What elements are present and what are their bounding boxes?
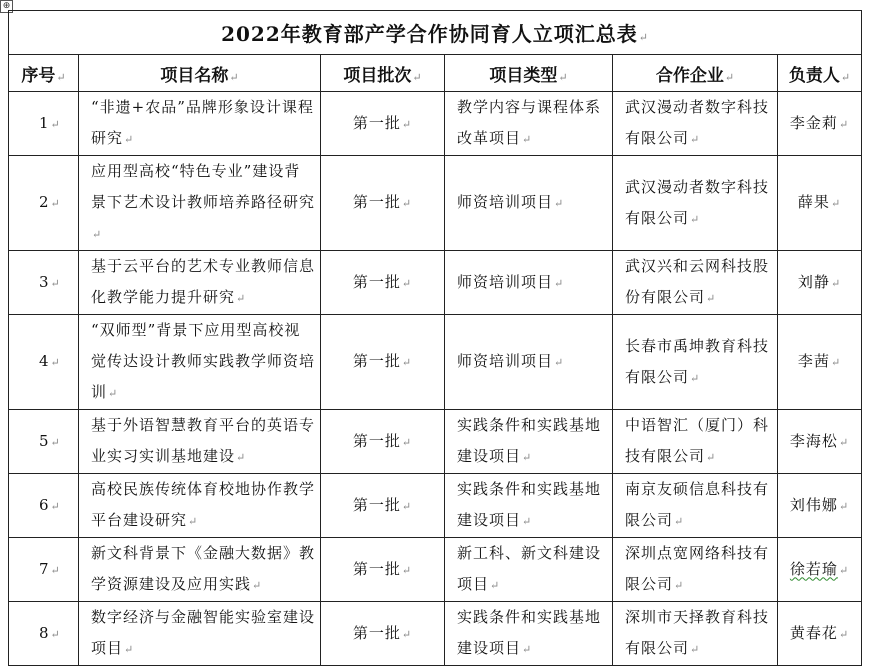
cell-batch-text: 第一批 <box>352 272 401 291</box>
cell-project-name-text: 新文科背景下《金融大数据》教学资源建设及应用实践 <box>91 544 316 593</box>
cell-company <box>613 92 778 156</box>
table-row <box>9 474 862 538</box>
cell-project-name <box>79 538 321 602</box>
paragraph-mark-icon: ↵ <box>830 197 842 210</box>
paragraph-mark-icon: ↵ <box>50 197 61 210</box>
paragraph-mark-icon: ↵ <box>50 356 61 369</box>
cell-company-text: 长春市禹坤教育科技有限公司 <box>625 336 770 386</box>
cell-lead-text: 刘伟娜 <box>789 495 838 514</box>
cell-lead-text: 李茜 <box>797 352 830 370</box>
cell-company-text: 中语智汇（厦门）科技有限公司 <box>625 416 770 465</box>
cell-project-name <box>79 156 321 251</box>
cell-lead <box>778 92 862 156</box>
cell-company <box>613 602 778 666</box>
cell-project-name <box>79 474 321 538</box>
cell-project-name-text: 数字经济与金融智能实验室建设项目 <box>91 608 316 657</box>
cell-batch <box>321 602 445 666</box>
cell-no-text: 6 <box>39 495 50 514</box>
cell-no-text: 4 <box>39 352 50 370</box>
cell-project-name-text: “非遗+农品”品牌形象设计课程研究 <box>91 98 314 147</box>
paragraph-mark-icon: ↵ <box>830 276 842 290</box>
header-name <box>79 55 321 92</box>
cell-company <box>613 251 778 315</box>
cell-lead-text: 薛果 <box>797 193 830 211</box>
cell-company-text: 武汉漫动者数字科技有限公司 <box>625 98 770 147</box>
paragraph-mark-icon: ↵ <box>690 212 701 226</box>
paragraph-mark-icon: ↵ <box>50 117 61 131</box>
header-label: 序号 <box>21 65 56 86</box>
cell-project-name-text: 基于云平台的艺术专业教师信息化教学能力提升研究 <box>91 257 316 306</box>
paragraph-mark-icon: ↵ <box>401 117 413 131</box>
cell-no-text: 7 <box>39 559 50 578</box>
paragraph-mark-icon: ↵ <box>638 31 649 44</box>
table-row <box>9 251 862 315</box>
paragraph-mark-icon: ↵ <box>412 70 422 84</box>
cell-project-name-text: 应用型高校“特色专业”建设背景下艺术设计教师培养路径研究 <box>91 162 316 211</box>
paragraph-mark-icon: ↵ <box>522 133 533 146</box>
cell-project-type <box>445 315 613 410</box>
paragraph-mark-icon: ↵ <box>236 451 247 464</box>
cell-project-name <box>79 251 321 315</box>
cell-no-text: 8 <box>39 623 50 642</box>
paragraph-mark-icon: ↵ <box>50 499 61 513</box>
cell-project-type <box>445 156 613 251</box>
cell-project-type <box>445 92 613 156</box>
cell-no <box>9 538 79 602</box>
paragraph-mark-icon: ↵ <box>522 451 533 464</box>
cell-lead <box>778 474 862 538</box>
cell-project-name <box>79 92 321 156</box>
paragraph-mark-icon: ↵ <box>838 627 850 641</box>
paragraph-mark-icon: ↵ <box>838 117 850 131</box>
paragraph-mark-icon: ↵ <box>108 387 119 400</box>
table-row <box>9 315 862 410</box>
paragraph-mark-icon: ↵ <box>56 70 66 84</box>
cell-batch-text: 第一批 <box>352 113 401 132</box>
cell-lead <box>778 251 862 315</box>
cell-project-type-text: 师资培训项目 <box>457 193 554 211</box>
paragraph-mark-icon: ↵ <box>124 133 135 146</box>
header-row <box>9 55 862 92</box>
table-title: 2022年教育部产学合作协同育人立项汇总表 <box>221 22 638 46</box>
cell-no <box>9 251 79 315</box>
cell-batch-text: 第一批 <box>352 193 401 211</box>
cell-company-text: 深圳市天择教育科技有限公司 <box>625 608 770 657</box>
cell-batch-text: 第一批 <box>352 559 401 578</box>
cell-project-type-text: 师资培训项目 <box>457 272 554 291</box>
cell-project-type <box>445 602 613 666</box>
header-label: 合作企业 <box>655 65 724 86</box>
cell-no <box>9 474 79 538</box>
cell-project-type <box>445 410 613 474</box>
paragraph-mark-icon: ↵ <box>229 70 239 84</box>
header-label: 项目类型 <box>489 65 558 86</box>
table-title-cell <box>9 11 862 55</box>
table-row <box>9 92 862 156</box>
paragraph-mark-icon: ↵ <box>401 627 413 641</box>
cell-project-name-text: 基于外语智慧教育平台的英语专业实习实训基地建设 <box>91 416 316 465</box>
cell-no <box>9 315 79 410</box>
cell-no-text: 2 <box>39 193 50 211</box>
header-lead <box>778 55 862 92</box>
cell-lead-text: 黄春花 <box>789 623 838 642</box>
paragraph-mark-icon: ↵ <box>674 579 685 592</box>
cell-company-text: 深圳点宽网络科技有限公司 <box>625 544 770 593</box>
paragraph-mark-icon: ↵ <box>554 276 565 290</box>
cell-batch-text: 第一批 <box>352 623 401 642</box>
paragraph-mark-icon: ↵ <box>838 563 850 577</box>
paragraph-mark-icon: ↵ <box>690 133 701 146</box>
paragraph-mark-icon: ↵ <box>401 435 413 449</box>
cell-company <box>613 315 778 410</box>
paragraph-mark-icon: ↵ <box>674 515 685 528</box>
cell-lead-text: 徐若瑜 <box>789 559 838 578</box>
header-company <box>613 55 778 92</box>
cell-project-name <box>79 315 321 410</box>
paragraph-mark-icon: ↵ <box>401 563 413 577</box>
cell-project-type-text: 师资培训项目 <box>457 352 554 370</box>
cell-no <box>9 602 79 666</box>
paragraph-mark-icon: ↵ <box>838 435 850 449</box>
paragraph-mark-icon: ↵ <box>522 643 533 656</box>
table-row <box>9 410 862 474</box>
cell-lead <box>778 602 862 666</box>
cell-no <box>9 156 79 251</box>
paragraph-mark-icon: ↵ <box>522 515 533 528</box>
paragraph-mark-icon: ↵ <box>236 292 247 305</box>
cell-company-text: 武汉兴和云网科技股份有限公司 <box>625 257 770 306</box>
paragraph-mark-icon: ↵ <box>706 451 717 464</box>
paragraph-mark-icon: ↵ <box>124 643 135 656</box>
cell-company <box>613 156 778 251</box>
cell-project-type-text: 实践条件和实践基地建设项目 <box>457 416 602 465</box>
cell-lead-text: 李金莉 <box>789 113 838 132</box>
header-batch <box>321 55 445 92</box>
paragraph-mark-icon: ↵ <box>706 292 717 305</box>
cell-no-text: 1 <box>39 113 50 132</box>
cell-batch-text: 第一批 <box>352 495 401 514</box>
cell-project-name-text: “双师型”背景下应用型高校视觉传达设计教师实践教学师资培训 <box>91 321 316 401</box>
paragraph-mark-icon: ↵ <box>840 70 851 84</box>
cell-company-text: 武汉漫动者数字科技有限公司 <box>625 177 770 227</box>
cell-project-name-text: 高校民族传统体育校地协作教学平台建设研究 <box>91 480 316 529</box>
cell-company-text: 南京友硕信息科技有限公司 <box>625 480 770 529</box>
cell-batch <box>321 410 445 474</box>
paragraph-mark-icon: ↵ <box>50 627 61 641</box>
cell-batch <box>321 156 445 251</box>
header-no <box>9 55 79 92</box>
header-label: 负责人 <box>788 65 840 86</box>
summary-table <box>8 10 862 666</box>
cell-no-text: 3 <box>39 272 50 291</box>
table-row <box>9 156 862 251</box>
cell-lead <box>778 156 862 251</box>
cell-project-type <box>445 474 613 538</box>
header-label: 项目名称 <box>160 65 229 86</box>
cell-lead <box>778 315 862 410</box>
paragraph-mark-icon: ↵ <box>50 435 61 449</box>
cell-lead <box>778 538 862 602</box>
cell-no <box>9 92 79 156</box>
cell-company <box>613 474 778 538</box>
cell-project-type <box>445 251 613 315</box>
paragraph-mark-icon: ↵ <box>838 499 850 513</box>
cell-company <box>613 410 778 474</box>
paragraph-mark-icon: ↵ <box>188 515 199 528</box>
cell-project-type-text: 实践条件和实践基地建设项目 <box>457 480 602 529</box>
paragraph-mark-icon: ↵ <box>554 197 565 210</box>
table-row <box>9 602 862 666</box>
paragraph-mark-icon: ↵ <box>830 356 842 369</box>
cell-project-type <box>445 538 613 602</box>
table-row <box>9 538 862 602</box>
paragraph-mark-icon: ↵ <box>50 563 61 577</box>
paragraph-mark-icon: ↵ <box>490 579 501 592</box>
paragraph-mark-icon: ↵ <box>690 643 701 656</box>
cell-batch-text: 第一批 <box>352 431 401 450</box>
paragraph-mark-icon: ↵ <box>92 228 103 241</box>
cell-company <box>613 538 778 602</box>
paragraph-mark-icon: ↵ <box>50 276 61 290</box>
paragraph-mark-icon: ↵ <box>252 579 263 592</box>
cell-lead-text: 李海松 <box>789 431 838 450</box>
cell-no-text: 5 <box>39 431 50 450</box>
cell-project-type-text: 新工科、新文科建设项目 <box>457 544 602 593</box>
paragraph-mark-icon: ↵ <box>401 276 413 290</box>
cell-batch-text: 第一批 <box>352 352 401 370</box>
cell-batch <box>321 251 445 315</box>
cell-batch <box>321 538 445 602</box>
cell-project-name <box>79 602 321 666</box>
cell-no <box>9 410 79 474</box>
paragraph-mark-icon: ↵ <box>724 70 735 84</box>
cell-lead <box>778 410 862 474</box>
cell-lead-text: 刘静 <box>797 272 830 291</box>
paragraph-mark-icon: ↵ <box>401 356 413 369</box>
paragraph-mark-icon: ↵ <box>690 371 701 385</box>
paragraph-mark-icon: ↵ <box>554 356 565 369</box>
table-anchor-icon[interactable]: ⊕ <box>0 0 13 13</box>
cell-batch <box>321 92 445 156</box>
cell-project-type-text: 实践条件和实践基地建设项目 <box>457 608 602 657</box>
header-type <box>445 55 613 92</box>
paragraph-mark-icon: ↵ <box>558 70 568 84</box>
cell-project-name <box>79 410 321 474</box>
cell-batch <box>321 315 445 410</box>
header-label: 项目批次 <box>343 65 412 86</box>
cell-project-type-text: 教学内容与课程体系改革项目 <box>457 98 602 147</box>
paragraph-mark-icon: ↵ <box>401 499 413 513</box>
cell-batch <box>321 474 445 538</box>
paragraph-mark-icon: ↵ <box>401 197 413 210</box>
